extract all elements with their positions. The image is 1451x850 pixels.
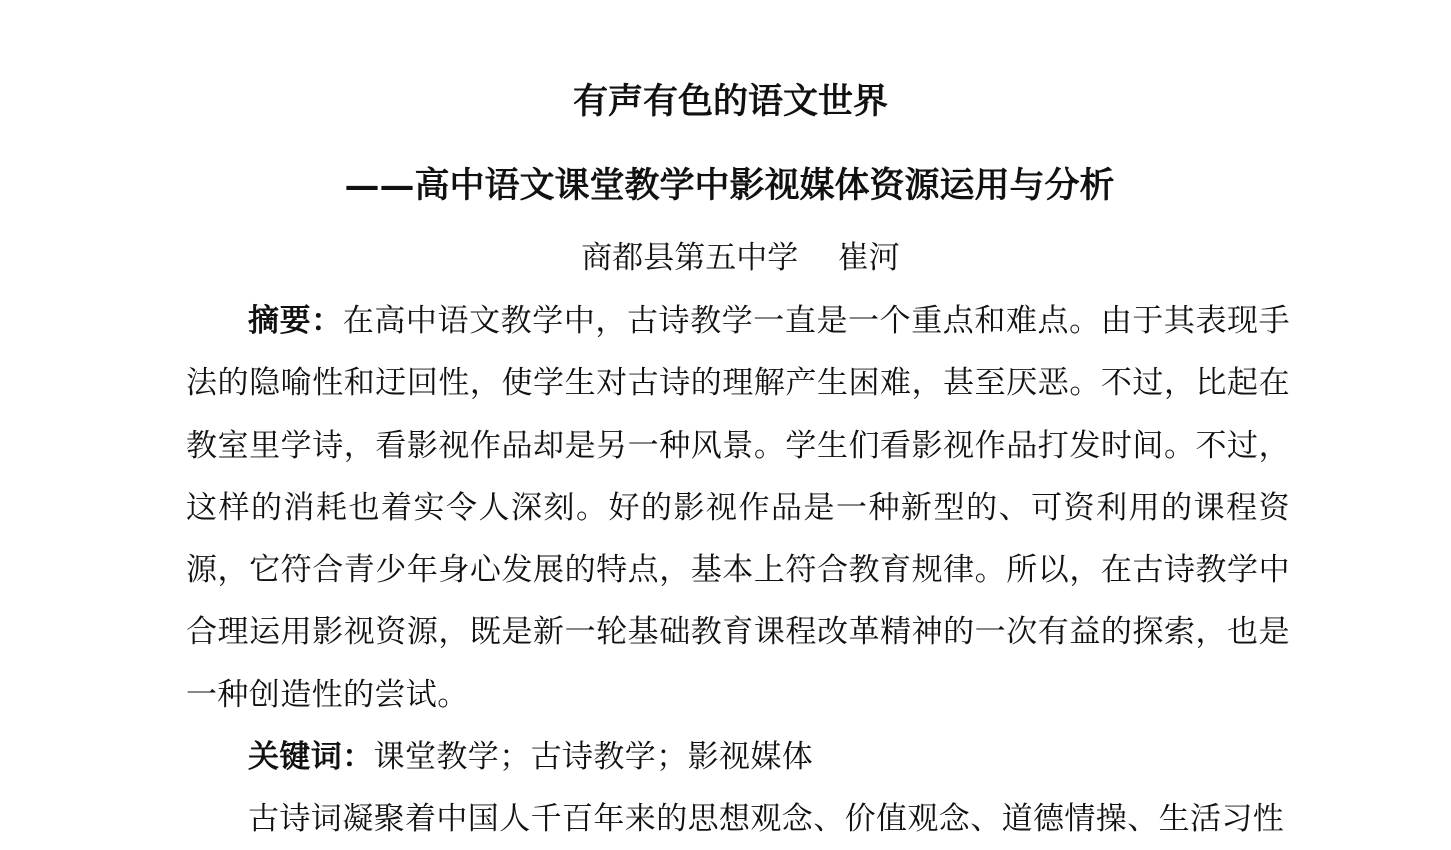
- intro-paragraph: 古诗词凝聚着中国人千百年来的思想观念、价值观念、道德情操、生活习性: [248, 801, 1285, 837]
- abstract-paragraph: [186, 290, 1290, 726]
- author-line: 商都县第五中学 崔河: [581, 240, 900, 276]
- keywords-text: 课堂教学；古诗教学；影视媒体: [373, 739, 814, 775]
- keywords-paragraph: [186, 726, 1290, 788]
- abstract-label: 摘要：: [248, 303, 343, 339]
- document-subtitle: ——高中语文课堂教学中影视媒体资源运用与分析: [344, 165, 1115, 206]
- abstract-text: 在高中语文教学中，古诗教学一直是一个重点和难点。由于其表现手法的隐喻性和迂回性，使学生对古诗的理解产生困难，甚至厌恶。不过，比起在教室里学诗，看影视作品却是另一种风景。学生们看影视作品打发时间。不过，这样的消耗也着实令人深刻。好的影视作品是一种新型的、可资利用的课程资源，它符合青少年身心发展的特点，基本上符合教育规律。所以，在古诗教学中合理运用影视资源，既是新一轮基础教育课程改革精神的一次有益的探索，也是一种创造性的尝试。: [186, 303, 1290, 713]
- document-title: 有声有色的语文世界: [572, 81, 888, 122]
- keywords-label: 关键词：: [248, 739, 374, 775]
